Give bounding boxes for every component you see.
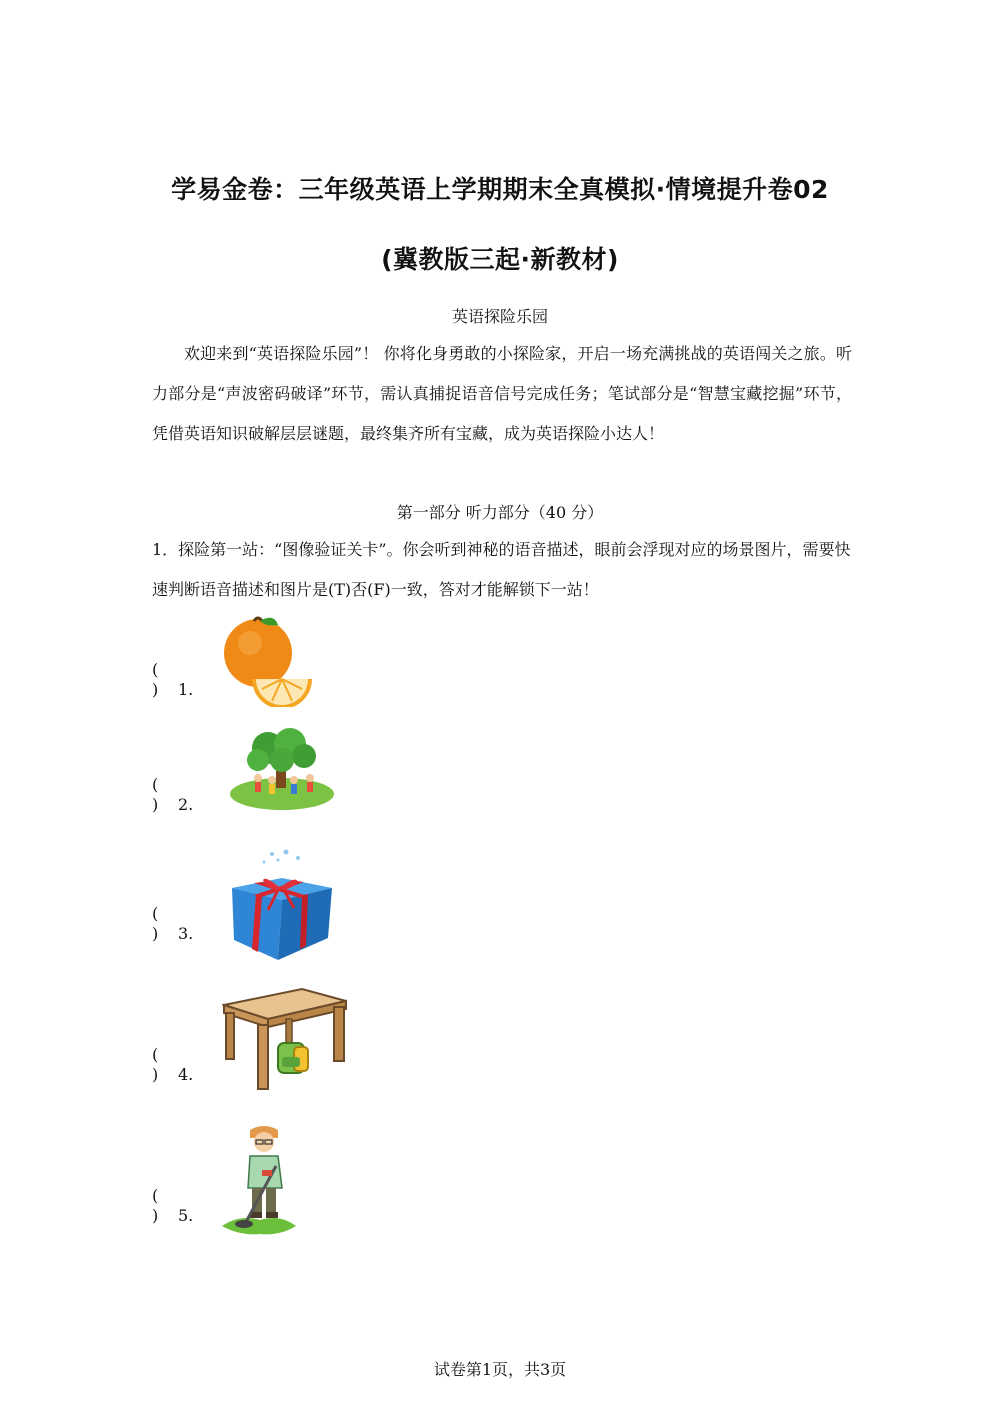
answer-blank[interactable]: ( ) bbox=[152, 904, 180, 943]
answer-item-2[interactable] bbox=[152, 772, 193, 814]
answer-blank[interactable]: ( ) bbox=[152, 1186, 180, 1225]
man-trimming-grass-icon bbox=[220, 1122, 298, 1242]
item-number: 1. bbox=[178, 680, 194, 699]
item-number: 5. bbox=[178, 1206, 194, 1225]
answer-item-3[interactable] bbox=[152, 901, 193, 943]
page-footer: 试卷第1页，共3页 bbox=[433, 1360, 567, 1379]
item-number: 4. bbox=[178, 1065, 194, 1084]
children-under-tree-icon bbox=[228, 728, 336, 818]
intro-paragraph: 欢迎来到“英语探险乐园”！ 你将化身勇敢的小探险家，开启一场充满挑战的英语闯关之旅。听力部分是“声波密码破译”环节，需认真捕捉语音信号完成任务；笔试部分是“智慧宝藏挖掘”环节，凭借英语知识破解层层谜题，最终集齐所有宝藏，成为英语探险小达人！ bbox=[152, 344, 852, 443]
gift-box-icon bbox=[228, 848, 336, 968]
part-heading: 第一部分 听力部分（40 分） bbox=[396, 503, 604, 522]
orange-icon bbox=[222, 615, 314, 711]
answer-item-1[interactable] bbox=[152, 657, 193, 699]
answer-item-4[interactable] bbox=[152, 1042, 193, 1084]
section-heading: 英语探险乐园 bbox=[451, 307, 548, 326]
table-with-bag-icon bbox=[222, 985, 348, 1095]
page-title: 学易金卷：三年级英语上学期期末全真模拟·情境提升卷02 bbox=[171, 175, 829, 204]
answer-blank[interactable]: ( ) bbox=[152, 775, 180, 814]
question-1-text: 1．探险第一站：“图像验证关卡”。你会听到神秘的语音描述，眼前会浮现对应的场景图片，需要快速判断语音描述和图片是(T)否(F)一致，答对才能解锁下一站！ bbox=[152, 540, 851, 599]
answer-blank[interactable]: ( ) bbox=[152, 1045, 180, 1084]
answer-blank[interactable]: ( ) bbox=[152, 660, 180, 699]
answer-item-5[interactable] bbox=[152, 1183, 193, 1225]
item-number: 2. bbox=[178, 795, 194, 814]
item-number: 3. bbox=[178, 924, 194, 943]
page-subtitle: (冀教版三起·新教材) bbox=[381, 245, 619, 274]
